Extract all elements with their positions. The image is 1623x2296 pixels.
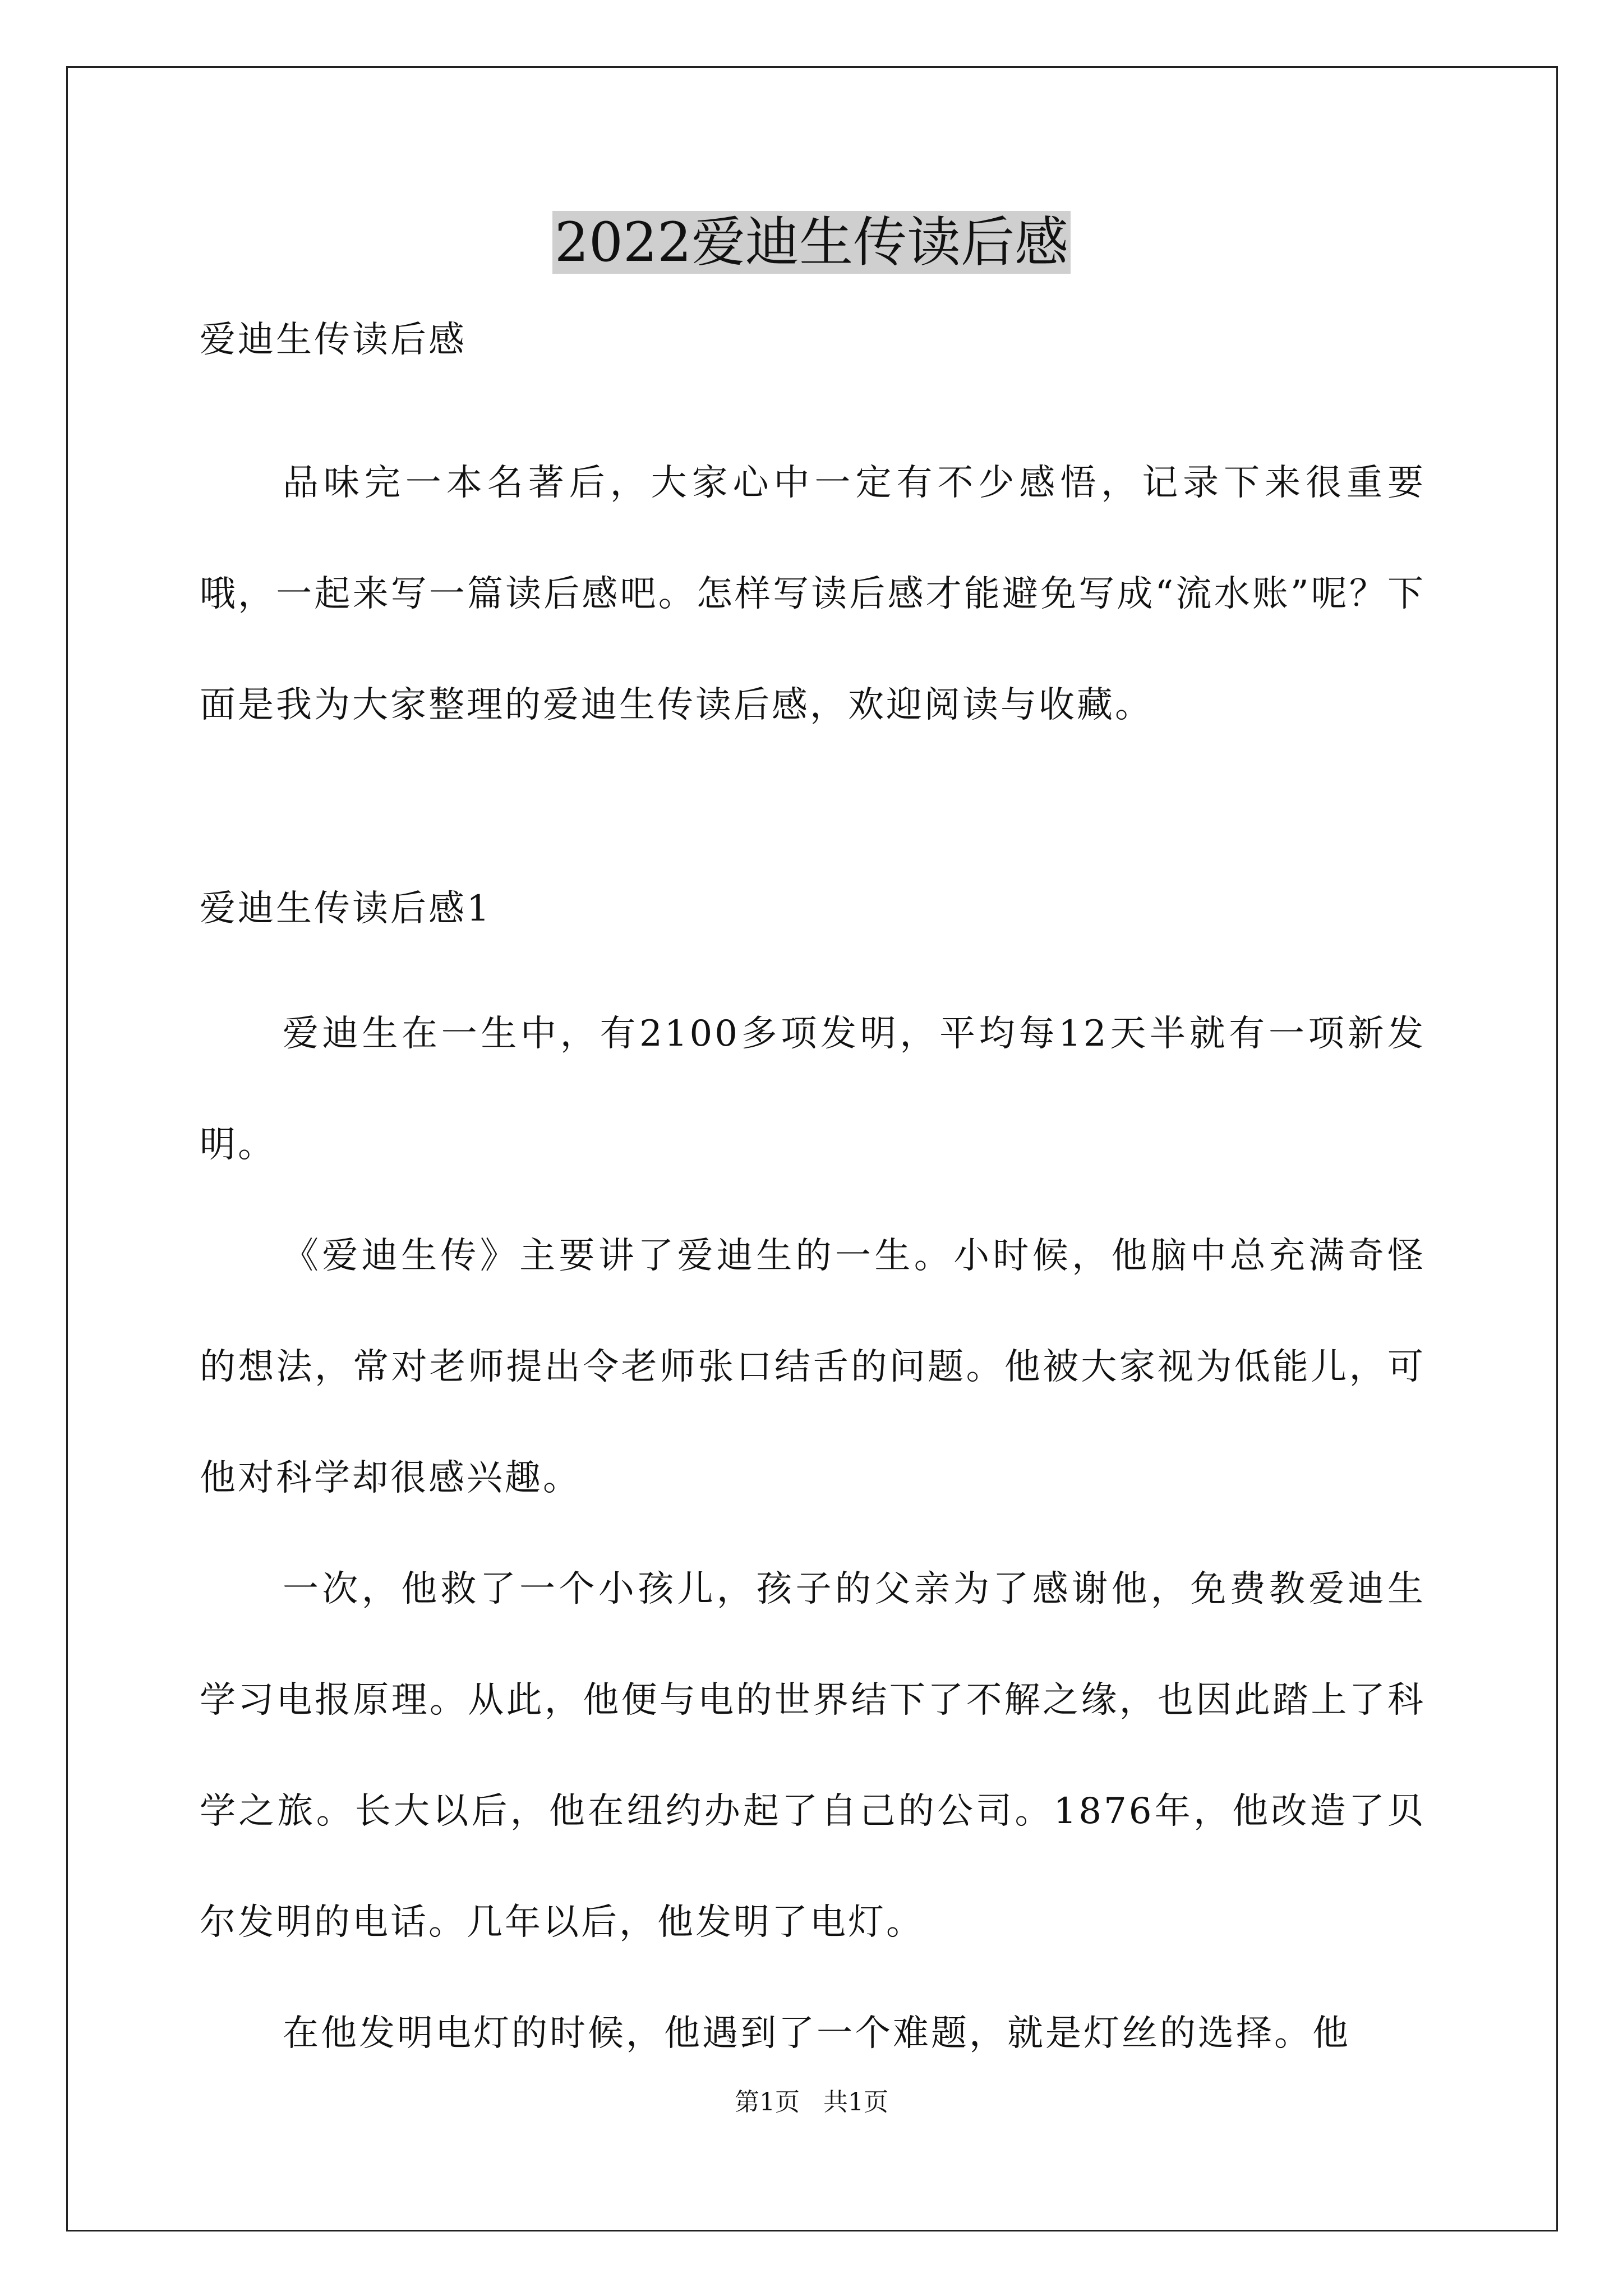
intro-block xyxy=(200,427,1426,761)
body-block xyxy=(200,978,1426,2089)
document-title-text: 2022爱迪生传读后感 xyxy=(552,211,1071,274)
body-paragraph-3: 一次，他救了一个小孩儿，孩子的父亲为了感谢他，免费教爱迪生学习电报原理。从此，他便与电的世界结下了不解之缘，也因此踏上了科学之旅。长大以后，他在纽约办起了自己的公司。1876年，他改造了贝尔发明的电话。几年以后，他发明了电灯。 xyxy=(200,1568,1426,1943)
document-title xyxy=(0,209,1623,276)
intro-paragraph: 品味完一本名著后，大家心中一定有不少感悟，记录下来很重要哦，一起来写一篇读后感吧。怎样写读后感才能避免写成“流水账”呢？下面是我为大家整理的爱迪生传读后感，欢迎阅读与收藏。 xyxy=(200,462,1426,726)
section-heading: 爱迪生传读后感1 xyxy=(200,888,492,930)
body-paragraph-1: 爱迪生在一生中，有2100多项发明，平均每12天半就有一项新发明。 xyxy=(200,1013,1426,1166)
document-subtitle: 爱迪生传读后感 xyxy=(200,319,467,361)
page-footer: 第1页 共1页 xyxy=(735,2088,888,2116)
body-paragraph-2: 《爱迪生传》主要讲了爱迪生的一生。小时候，他脑中总充满奇怪的想法，常对老师提出令老师张口结舌的问题。他被大家视为低能儿，可他对科学却很感兴趣。 xyxy=(200,1235,1426,1499)
body-paragraph-4: 在他发明电灯的时候，他遇到了一个难题，就是灯丝的选择。他 xyxy=(283,2013,1350,2054)
